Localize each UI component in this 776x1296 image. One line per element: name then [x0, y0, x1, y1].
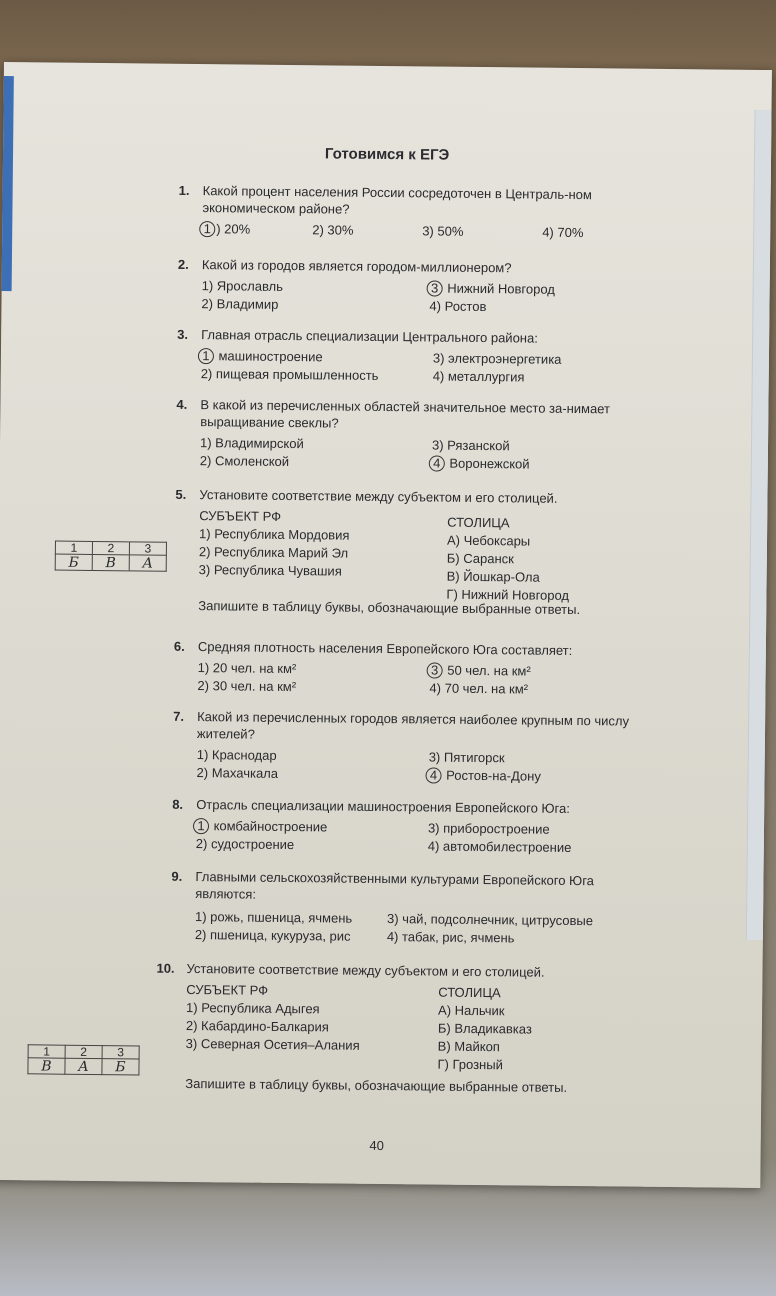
question-8 [172, 796, 653, 858]
question-6 [173, 638, 654, 700]
capital-column [446, 514, 570, 605]
question-text: Установите соответствие между субъектом и его столицей. [199, 487, 558, 506]
capital-column [437, 984, 532, 1075]
question-number: 9. [171, 868, 183, 884]
answer-table-q5 [55, 541, 167, 572]
option-2: 2) Смоленской [199, 453, 290, 470]
handwritten-circle-mark: 3 [427, 662, 443, 678]
handwritten-answer: А [129, 555, 166, 571]
question-text: Главными сельскохозяйственными культурами Европейского Юга являются: [195, 869, 595, 902]
instruction-note: Запишите в таблицу буквы, обозначающие выбранные ответы. [185, 1075, 568, 1095]
subject-item: 3) Северная Осетия–Алания [185, 1035, 360, 1053]
table-header: 1 [55, 541, 92, 554]
question-number: 1. [178, 182, 190, 198]
option-4: 4) металлургия [432, 368, 525, 385]
answer-table-q10 [27, 1044, 139, 1075]
option-1: 1 комбайностроение [196, 817, 328, 835]
question-number: 3. [177, 326, 189, 342]
answer-options [201, 277, 657, 318]
option-4: 4 Воронежской [432, 455, 530, 473]
blue-page-edge [2, 76, 14, 291]
table-header: 2 [92, 541, 129, 554]
answer-options [200, 434, 656, 475]
handwritten-answer: А [65, 1058, 102, 1074]
question-text: Главная отрасль специализации Центрального района: [201, 327, 538, 346]
option-1: 1 ) 20% [202, 220, 250, 238]
subject-item: 2) Республика Марий Эл [198, 544, 349, 561]
column-heading: СУБЪЕКТ РФ [199, 508, 282, 524]
answer-options [196, 746, 652, 787]
option-2: 2) 30% [312, 222, 354, 238]
option-3: 3) электроэнергетика [432, 350, 562, 367]
answer-options [195, 908, 651, 949]
option-3: 3) чай, подсолнечник, цитрусовые [386, 911, 594, 929]
handwritten-circle-mark: 1 [198, 348, 214, 364]
column-heading: СТОЛИЦА [447, 514, 510, 531]
capital-item: А) Нальчик [438, 1002, 505, 1019]
instruction-note: Запишите в таблицу буквы, обозначающие выбранные ответы. [198, 598, 581, 618]
capital-item: В) Йошкар-Ола [446, 568, 540, 585]
subject-item: 1) Республика Мордовия [198, 526, 350, 543]
capital-item: А) Чебоксары [446, 532, 531, 549]
capital-item: Г) Грозный [437, 1056, 503, 1073]
option-4: 4) Ростов [429, 298, 487, 315]
workbook-page [0, 62, 772, 1188]
question-7 [172, 708, 653, 787]
page-number: 40 [369, 1137, 384, 1154]
matching-columns [198, 507, 655, 602]
question-1 [178, 182, 659, 243]
option-4: 4) автомобилестроение [427, 838, 572, 855]
answer-options [196, 817, 652, 858]
capital-item: Б) Владикавказ [437, 1020, 532, 1037]
option-3: 3) Пятигорск [428, 749, 505, 766]
question-10 [155, 960, 650, 1097]
handwritten-circle-mark: 1 [199, 221, 215, 237]
option-3: 3) 50% [422, 223, 464, 239]
question-number: 8. [172, 796, 184, 812]
option-3: 3 Нижний Новгород [430, 279, 555, 297]
question-4 [176, 396, 657, 475]
table-header: 3 [102, 1046, 139, 1059]
question-9 [171, 868, 652, 949]
handwritten-circle-mark: 4 [429, 455, 445, 471]
table-header: 1 [28, 1045, 65, 1058]
column-heading: СУБЪЕКТ РФ [186, 981, 269, 998]
handwritten-circle-mark: 3 [427, 280, 443, 296]
handwritten-answer: Б [55, 554, 92, 570]
question-number: 5. [175, 486, 187, 502]
option-2: 2) Махачкала [196, 765, 279, 781]
answer-options [201, 347, 657, 388]
handwritten-answer: В [28, 1058, 65, 1074]
handwritten-circle-mark: 1 [193, 818, 209, 834]
subject-item: 1) Республика Адыгея [186, 999, 320, 1017]
table-header: 3 [129, 542, 166, 555]
subject-column [186, 981, 361, 1055]
option-1: 1 машиностроение [201, 347, 323, 365]
option-3: 3 50 чел. на км² [430, 661, 531, 679]
page-side-tab [746, 110, 772, 940]
option-4: 4) табак, рис, ячмень [386, 929, 515, 946]
page-title: Готовимся к ЕГЭ [324, 145, 450, 164]
option-1: 1) Краснодар [196, 747, 277, 763]
option-1: 1) Владимирской [199, 435, 304, 452]
column-heading: СТОЛИЦА [438, 984, 501, 1001]
question-text: Установите соответствие между субъектом и его столицей. [186, 960, 545, 980]
question-text: Какой из перечисленных городов является наиболее крупным по числу жителей? [196, 709, 630, 742]
handwritten-circle-mark: 4 [425, 767, 441, 783]
option-1: 1) 20 чел. на км² [197, 660, 297, 677]
option-3: 3) Рязанской [431, 437, 510, 454]
question-2 [177, 256, 658, 318]
option-2: 2) пищевая промышленность [200, 366, 379, 383]
option-3: 3) приборостроение [427, 820, 550, 837]
question-number: 4. [176, 396, 188, 412]
option-2: 2) Владимир [201, 296, 279, 312]
subject-column [199, 507, 350, 581]
handwritten-answer: В [92, 554, 129, 570]
option-2: 2) пшеница, кукуруза, рис [194, 927, 351, 944]
option-4: 4) 70 чел. на км² [429, 680, 529, 697]
capital-item: Б) Саранск [446, 550, 514, 567]
option-4: 4 Ростов-на-Дону [428, 766, 540, 784]
matching-columns [185, 981, 650, 1080]
handwritten-answer: Б [102, 1059, 139, 1075]
option-4: 4) 70% [542, 224, 584, 241]
option-1: 1) рожь, пшеница, ячмень [194, 909, 353, 926]
question-number: 10. [156, 960, 175, 976]
table-header: 2 [65, 1045, 102, 1058]
question-text: Средняя плотность населения Европейского Юга составляет: [197, 639, 573, 658]
question-text: В какой из перечисленных областей значительное место за-нимает выращивание свеклы? [200, 397, 611, 431]
question-number: 6. [173, 638, 185, 654]
question-5 [174, 486, 655, 619]
question-text: Отрасль специализации машиностроения Европейского Юга: [196, 797, 570, 816]
subject-item: 2) Кабардино-Балкария [185, 1017, 329, 1035]
question-number: 2. [177, 256, 189, 272]
question-3 [177, 326, 658, 388]
option-2: 2) 30 чел. на км² [197, 678, 297, 695]
answer-options [197, 659, 653, 700]
option-1: 1) Ярославль [201, 278, 284, 294]
question-text: Какой из городов является городом-миллионером? [201, 257, 512, 276]
question-text: Какой процент населения России сосредоточен в Централь-ном экономическом районе? [202, 183, 592, 217]
capital-item: В) Майкоп [437, 1038, 500, 1055]
capital-item: Г) Нижний Новгород [446, 586, 570, 603]
option-2: 2) судостроение [195, 836, 295, 853]
subject-item: 3) Республика Чувашия [198, 562, 342, 579]
answer-options [202, 220, 658, 243]
question-number: 7. [173, 708, 185, 724]
